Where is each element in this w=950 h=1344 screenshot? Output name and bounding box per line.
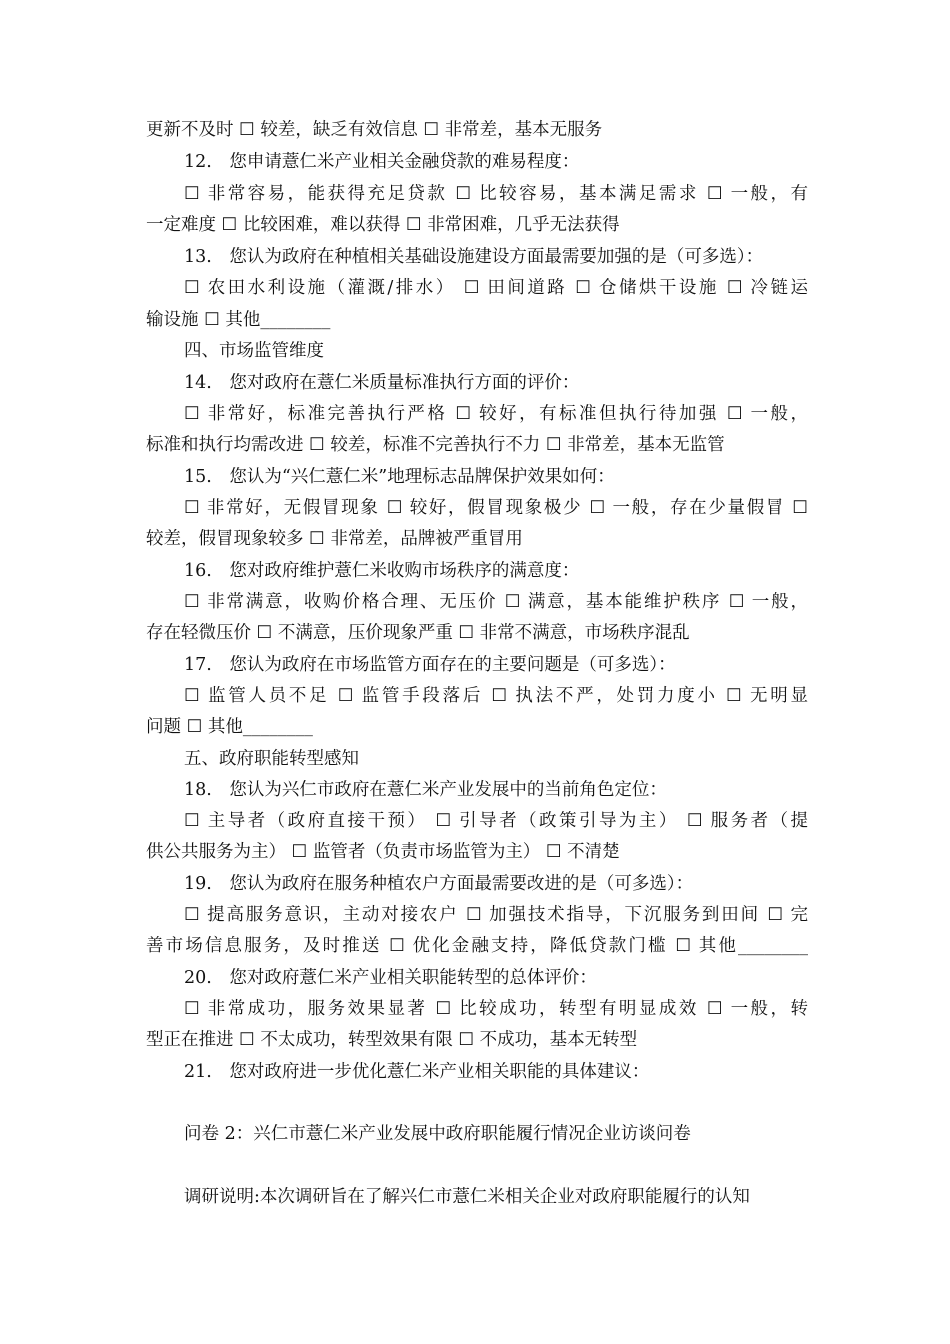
- text-line: 存在轻微压价 ☐ 不满意，压价现象严重 ☐ 非常不满意，市场秩序混乱: [146, 623, 690, 643]
- question-16: 16. 您对政府维护薏仁米收购市场秩序的满意度：: [184, 561, 580, 581]
- text-line: 标准和执行均需改进 ☐ 较差，标准不完善执行不力 ☐ 非常差，基本无监管: [146, 435, 725, 455]
- question-20: 20. 您对政府薏仁米产业相关职能转型的总体评价：: [184, 968, 597, 988]
- text-line: 更新不及时 ☐ 较差，缺乏有效信息 ☐ 非常差，基本无服务: [146, 120, 603, 140]
- question-18: 18. 您认为兴仁市政府在薏仁米产业发展中的当前角色定位：: [184, 780, 667, 800]
- section-heading: 四、市场监管维度: [184, 341, 324, 361]
- question-15: 15. 您认为“兴仁薏仁米”地理标志品牌保护效果如何：: [184, 467, 615, 487]
- options-line: ☐ 非常成功，服务效果显著 ☐ 比较成功，转型有明显成效 ☐ 一般，转: [184, 999, 808, 1019]
- text-line: 输设施 ☐ 其他________: [146, 310, 331, 330]
- text-line: 一定难度 ☐ 比较困难，难以获得 ☐ 非常困难，几乎无法获得: [146, 215, 620, 235]
- question-12: 12. 您申请薏仁米产业相关金融贷款的难易程度：: [184, 152, 580, 172]
- questionnaire-title: 问卷 2：兴仁市薏仁米产业发展中政府职能履行情况企业访谈问卷: [184, 1124, 691, 1144]
- text-line: 供公共服务为主） ☐ 监管者（负责市场监管为主） ☐ 不清楚: [146, 842, 620, 862]
- question-21: 21. 您对政府进一步优化薏仁米产业相关职能的具体建议：: [184, 1062, 650, 1082]
- section-heading: 五、政府职能转型感知: [184, 749, 359, 769]
- question-13: 13. 您认为政府在种植相关基础设施建设方面最需要加强的是（可多选）：: [184, 247, 764, 267]
- question-19: 19. 您认为政府在服务种植农户方面最需要改进的是（可多选）：: [184, 874, 694, 894]
- question-14: 14. 您对政府在薏仁米质量标准执行方面的评价：: [184, 373, 580, 393]
- question-17: 17. 您认为政府在市场监管方面存在的主要问题是（可多选）：: [184, 655, 676, 675]
- options-line: ☐ 非常满意，收购价格合理、无压价 ☐ 满意，基本能维护秩序 ☐ 一般，: [184, 592, 808, 612]
- text-line: 较差，假冒现象较多 ☐ 非常差，品牌被严重冒用: [146, 529, 523, 549]
- options-line: ☐ 主导者（政府直接干预） ☐ 引导者（政策引导为主） ☐ 服务者（提: [184, 811, 808, 831]
- options-line: ☐ 农田水利设施（灌溉/排水） ☐ 田间道路 ☐ 仓储烘干设施 ☐ 冷链运: [184, 278, 808, 298]
- options-line: ☐ 非常容易，能获得充足贷款 ☐ 比较容易，基本满足需求 ☐ 一般，有: [184, 184, 808, 204]
- survey-description: 调研说明:本次调研旨在了解兴仁市薏仁米相关企业对政府职能履行的认知: [184, 1187, 750, 1207]
- options-line: ☐ 提高服务意识，主动对接农户 ☐ 加强技术指导，下沉服务到田间 ☐ 完: [184, 905, 808, 925]
- text-line: 善市场信息服务，及时推送 ☐ 优化金融支持，降低贷款门槛 ☐ 其他________: [146, 936, 808, 956]
- text-line: 型正在推进 ☐ 不太成功，转型效果有限 ☐ 不成功，基本无转型: [146, 1030, 638, 1050]
- options-line: ☐ 非常好，无假冒现象 ☐ 较好，假冒现象极少 ☐ 一般，存在少量假冒 ☐: [184, 498, 808, 518]
- options-line: ☐ 监管人员不足 ☐ 监管手段落后 ☐ 执法不严，处罚力度小 ☐ 无明显: [184, 686, 808, 706]
- options-line: ☐ 非常好，标准完善执行严格 ☐ 较好，有标准但执行待加强 ☐ 一般，: [184, 404, 808, 424]
- text-line: 问题 ☐ 其他________: [146, 717, 313, 737]
